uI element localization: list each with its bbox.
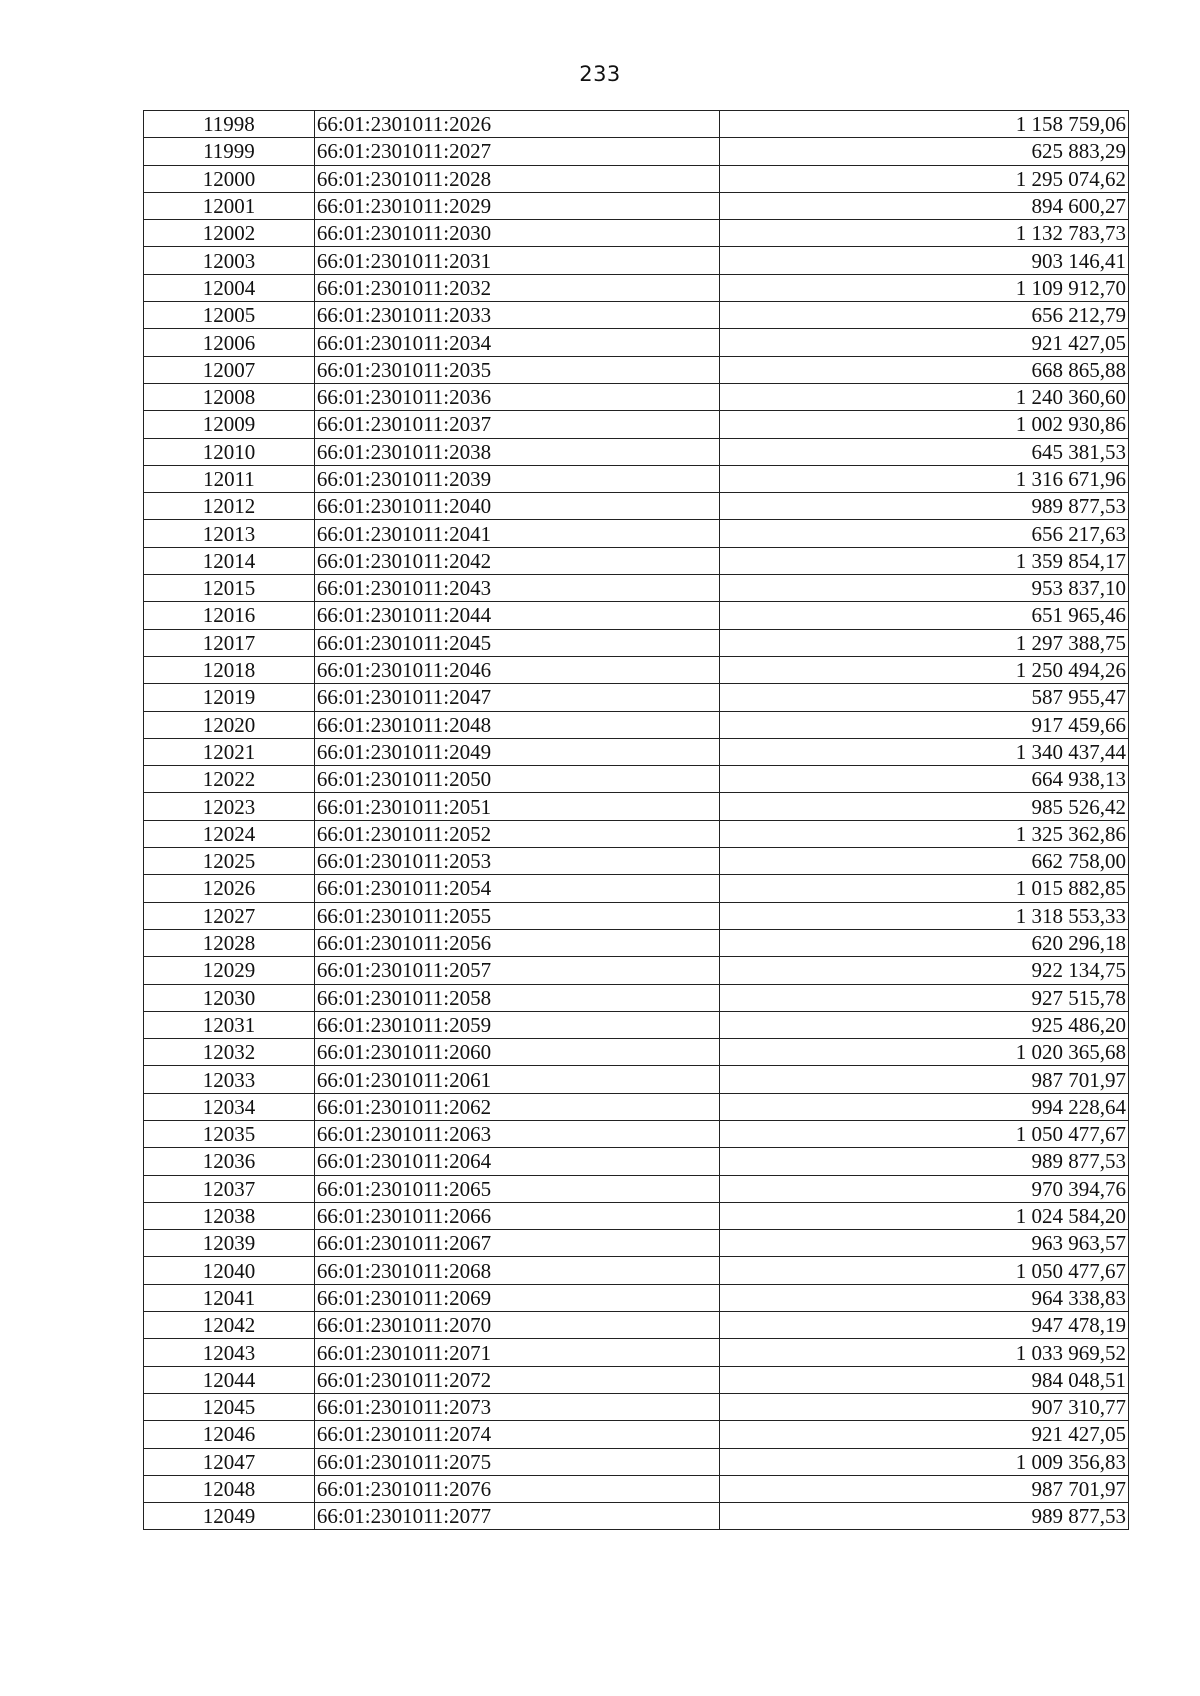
cadastral-number-cell: 66:01:2301011:2076 — [314, 1475, 720, 1502]
cadastral-number-cell: 66:01:2301011:2046 — [314, 656, 720, 683]
cadastral-number-cell: 66:01:2301011:2056 — [314, 929, 720, 956]
row-number-cell: 12013 — [144, 520, 315, 547]
value-cell: 1 318 553,33 — [720, 902, 1129, 929]
table-row — [144, 1202, 1129, 1229]
table-row — [144, 1148, 1129, 1175]
cadastral-number-cell: 66:01:2301011:2049 — [314, 738, 720, 765]
cadastral-number-cell: 66:01:2301011:2059 — [314, 1011, 720, 1038]
value-cell: 970 394,76 — [720, 1175, 1129, 1202]
value-cell: 964 338,83 — [720, 1284, 1129, 1311]
row-number-cell: 12047 — [144, 1448, 315, 1475]
cadastral-number-cell: 66:01:2301011:2077 — [314, 1503, 720, 1530]
table-row — [144, 902, 1129, 929]
cadastral-number-cell: 66:01:2301011:2050 — [314, 766, 720, 793]
value-cell: 1 050 477,67 — [720, 1120, 1129, 1147]
row-number-cell: 12027 — [144, 902, 315, 929]
table-row — [144, 793, 1129, 820]
cadastral-number-cell: 66:01:2301011:2026 — [314, 111, 720, 138]
value-cell: 963 963,57 — [720, 1230, 1129, 1257]
value-cell: 1 002 930,86 — [720, 411, 1129, 438]
table-row — [144, 192, 1129, 219]
value-cell: 1 158 759,06 — [720, 111, 1129, 138]
value-cell: 917 459,66 — [720, 711, 1129, 738]
table-row — [144, 1366, 1129, 1393]
value-cell: 894 600,27 — [720, 192, 1129, 219]
value-cell: 953 837,10 — [720, 575, 1129, 602]
table-row — [144, 1066, 1129, 1093]
table-row — [144, 629, 1129, 656]
cadastral-number-cell: 66:01:2301011:2061 — [314, 1066, 720, 1093]
value-cell: 1 109 912,70 — [720, 274, 1129, 301]
row-number-cell: 12003 — [144, 247, 315, 274]
value-cell: 907 310,77 — [720, 1393, 1129, 1420]
row-number-cell: 12026 — [144, 875, 315, 902]
row-number-cell: 12049 — [144, 1503, 315, 1530]
value-cell: 989 877,53 — [720, 1148, 1129, 1175]
row-number-cell: 12012 — [144, 493, 315, 520]
value-cell: 987 701,97 — [720, 1066, 1129, 1093]
cadastral-number-cell: 66:01:2301011:2065 — [314, 1175, 720, 1202]
row-number-cell: 12021 — [144, 738, 315, 765]
page-number: 233 — [579, 62, 621, 86]
row-number-cell: 12005 — [144, 302, 315, 329]
row-number-cell: 12002 — [144, 220, 315, 247]
table-row — [144, 1257, 1129, 1284]
table-row — [144, 848, 1129, 875]
cadastral-number-cell: 66:01:2301011:2047 — [314, 684, 720, 711]
value-cell: 1 250 494,26 — [720, 656, 1129, 683]
cadastral-number-cell: 66:01:2301011:2066 — [314, 1202, 720, 1229]
value-cell: 1 050 477,67 — [720, 1257, 1129, 1284]
cadastral-number-cell: 66:01:2301011:2042 — [314, 547, 720, 574]
row-number-cell: 12032 — [144, 1039, 315, 1066]
table-row — [144, 111, 1129, 138]
value-cell: 1 024 584,20 — [720, 1202, 1129, 1229]
cadastral-number-cell: 66:01:2301011:2070 — [314, 1312, 720, 1339]
row-number-cell: 12035 — [144, 1120, 315, 1147]
value-cell: 1 316 671,96 — [720, 465, 1129, 492]
value-cell: 625 883,29 — [720, 138, 1129, 165]
value-cell: 925 486,20 — [720, 1011, 1129, 1038]
value-cell: 1 033 969,52 — [720, 1339, 1129, 1366]
cadastral-table — [143, 110, 1129, 1530]
cadastral-number-cell: 66:01:2301011:2068 — [314, 1257, 720, 1284]
value-cell: 1 009 356,83 — [720, 1448, 1129, 1475]
table-row — [144, 1230, 1129, 1257]
row-number-cell: 12037 — [144, 1175, 315, 1202]
row-number-cell: 12039 — [144, 1230, 315, 1257]
cadastral-number-cell: 66:01:2301011:2071 — [314, 1339, 720, 1366]
row-number-cell: 12009 — [144, 411, 315, 438]
table-row — [144, 1448, 1129, 1475]
value-cell: 645 381,53 — [720, 438, 1129, 465]
value-cell: 1 240 360,60 — [720, 383, 1129, 410]
value-cell: 921 427,05 — [720, 1421, 1129, 1448]
table-row — [144, 957, 1129, 984]
table-row — [144, 438, 1129, 465]
cadastral-number-cell: 66:01:2301011:2041 — [314, 520, 720, 547]
table-row — [144, 1093, 1129, 1120]
row-number-cell: 12023 — [144, 793, 315, 820]
table-row — [144, 247, 1129, 274]
table-row — [144, 1284, 1129, 1311]
cadastral-number-cell: 66:01:2301011:2074 — [314, 1421, 720, 1448]
cadastral-number-cell: 66:01:2301011:2031 — [314, 247, 720, 274]
row-number-cell: 11999 — [144, 138, 315, 165]
value-cell: 1 359 854,17 — [720, 547, 1129, 574]
value-cell: 656 212,79 — [720, 302, 1129, 329]
cadastral-number-cell: 66:01:2301011:2030 — [314, 220, 720, 247]
cadastral-number-cell: 66:01:2301011:2039 — [314, 465, 720, 492]
cadastral-number-cell: 66:01:2301011:2044 — [314, 602, 720, 629]
cadastral-number-cell: 66:01:2301011:2062 — [314, 1093, 720, 1120]
value-cell: 668 865,88 — [720, 356, 1129, 383]
row-number-cell: 12022 — [144, 766, 315, 793]
value-cell: 903 146,41 — [720, 247, 1129, 274]
row-number-cell: 12029 — [144, 957, 315, 984]
table-row — [144, 820, 1129, 847]
row-number-cell: 12036 — [144, 1148, 315, 1175]
table-row — [144, 520, 1129, 547]
table-row — [144, 711, 1129, 738]
value-cell: 1 295 074,62 — [720, 165, 1129, 192]
cadastral-number-cell: 66:01:2301011:2029 — [314, 192, 720, 219]
cadastral-number-cell: 66:01:2301011:2038 — [314, 438, 720, 465]
table-row — [144, 684, 1129, 711]
table-row — [144, 220, 1129, 247]
cadastral-number-cell: 66:01:2301011:2032 — [314, 274, 720, 301]
table-row — [144, 411, 1129, 438]
row-number-cell: 12024 — [144, 820, 315, 847]
row-number-cell: 12010 — [144, 438, 315, 465]
value-cell: 984 048,51 — [720, 1366, 1129, 1393]
cadastral-number-cell: 66:01:2301011:2054 — [314, 875, 720, 902]
value-cell: 994 228,64 — [720, 1093, 1129, 1120]
cadastral-number-cell: 66:01:2301011:2051 — [314, 793, 720, 820]
table-row — [144, 547, 1129, 574]
table-row — [144, 1312, 1129, 1339]
cadastral-number-cell: 66:01:2301011:2053 — [314, 848, 720, 875]
table-row — [144, 656, 1129, 683]
row-number-cell: 12008 — [144, 383, 315, 410]
table-row — [144, 383, 1129, 410]
table-row — [144, 356, 1129, 383]
value-cell: 1 015 882,85 — [720, 875, 1129, 902]
table-row — [144, 165, 1129, 192]
table-row — [144, 1175, 1129, 1202]
row-number-cell: 12031 — [144, 1011, 315, 1038]
cadastral-number-cell: 66:01:2301011:2034 — [314, 329, 720, 356]
value-cell: 587 955,47 — [720, 684, 1129, 711]
cadastral-number-cell: 66:01:2301011:2027 — [314, 138, 720, 165]
cadastral-number-cell: 66:01:2301011:2073 — [314, 1393, 720, 1420]
cadastral-number-cell: 66:01:2301011:2036 — [314, 383, 720, 410]
row-number-cell: 12044 — [144, 1366, 315, 1393]
value-cell: 1 020 365,68 — [720, 1039, 1129, 1066]
value-cell: 1 325 362,86 — [720, 820, 1129, 847]
row-number-cell: 12048 — [144, 1475, 315, 1502]
table-row — [144, 493, 1129, 520]
cadastral-number-cell: 66:01:2301011:2052 — [314, 820, 720, 847]
table-body — [144, 111, 1129, 1530]
row-number-cell: 12020 — [144, 711, 315, 738]
cadastral-number-cell: 66:01:2301011:2072 — [314, 1366, 720, 1393]
table-row — [144, 1120, 1129, 1147]
row-number-cell: 12040 — [144, 1257, 315, 1284]
table-row — [144, 138, 1129, 165]
row-number-cell: 12046 — [144, 1421, 315, 1448]
table-row — [144, 929, 1129, 956]
cadastral-number-cell: 66:01:2301011:2035 — [314, 356, 720, 383]
cadastral-number-cell: 66:01:2301011:2063 — [314, 1120, 720, 1147]
cadastral-number-cell: 66:01:2301011:2037 — [314, 411, 720, 438]
value-cell: 947 478,19 — [720, 1312, 1129, 1339]
row-number-cell: 12016 — [144, 602, 315, 629]
row-number-cell: 12007 — [144, 356, 315, 383]
value-cell: 1 132 783,73 — [720, 220, 1129, 247]
table-row — [144, 1393, 1129, 1420]
table-row — [144, 465, 1129, 492]
cadastral-number-cell: 66:01:2301011:2043 — [314, 575, 720, 602]
value-cell: 989 877,53 — [720, 493, 1129, 520]
row-number-cell: 12014 — [144, 547, 315, 574]
table-row — [144, 984, 1129, 1011]
row-number-cell: 12011 — [144, 465, 315, 492]
row-number-cell: 12043 — [144, 1339, 315, 1366]
table-row — [144, 875, 1129, 902]
row-number-cell: 12018 — [144, 656, 315, 683]
value-cell: 1 340 437,44 — [720, 738, 1129, 765]
cadastral-number-cell: 66:01:2301011:2033 — [314, 302, 720, 329]
value-cell: 985 526,42 — [720, 793, 1129, 820]
table-row — [144, 602, 1129, 629]
row-number-cell: 12045 — [144, 1393, 315, 1420]
table-row — [144, 575, 1129, 602]
value-cell: 927 515,78 — [720, 984, 1129, 1011]
value-cell: 620 296,18 — [720, 929, 1129, 956]
cadastral-number-cell: 66:01:2301011:2075 — [314, 1448, 720, 1475]
row-number-cell: 12028 — [144, 929, 315, 956]
row-number-cell: 12015 — [144, 575, 315, 602]
row-number-cell: 12030 — [144, 984, 315, 1011]
table-row — [144, 766, 1129, 793]
row-number-cell: 12034 — [144, 1093, 315, 1120]
row-number-cell: 12042 — [144, 1312, 315, 1339]
table-row — [144, 1011, 1129, 1038]
table-row — [144, 738, 1129, 765]
cadastral-number-cell: 66:01:2301011:2060 — [314, 1039, 720, 1066]
table-row — [144, 274, 1129, 301]
value-cell: 664 938,13 — [720, 766, 1129, 793]
table-row — [144, 1503, 1129, 1530]
row-number-cell: 12038 — [144, 1202, 315, 1229]
value-cell: 1 297 388,75 — [720, 629, 1129, 656]
row-number-cell: 12001 — [144, 192, 315, 219]
cadastral-number-cell: 66:01:2301011:2028 — [314, 165, 720, 192]
value-cell: 651 965,46 — [720, 602, 1129, 629]
value-cell: 662 758,00 — [720, 848, 1129, 875]
cadastral-number-cell: 66:01:2301011:2058 — [314, 984, 720, 1011]
cadastral-number-cell: 66:01:2301011:2064 — [314, 1148, 720, 1175]
row-number-cell: 12004 — [144, 274, 315, 301]
value-cell: 987 701,97 — [720, 1475, 1129, 1502]
row-number-cell: 12019 — [144, 684, 315, 711]
row-number-cell: 12033 — [144, 1066, 315, 1093]
row-number-cell: 11998 — [144, 111, 315, 138]
table-row — [144, 1475, 1129, 1502]
value-cell: 989 877,53 — [720, 1503, 1129, 1530]
cadastral-number-cell: 66:01:2301011:2055 — [314, 902, 720, 929]
value-cell: 656 217,63 — [720, 520, 1129, 547]
cadastral-number-cell: 66:01:2301011:2057 — [314, 957, 720, 984]
cadastral-number-cell: 66:01:2301011:2069 — [314, 1284, 720, 1311]
cadastral-number-cell: 66:01:2301011:2048 — [314, 711, 720, 738]
cadastral-number-cell: 66:01:2301011:2045 — [314, 629, 720, 656]
row-number-cell: 12025 — [144, 848, 315, 875]
table-row — [144, 302, 1129, 329]
row-number-cell: 12006 — [144, 329, 315, 356]
cadastral-number-cell: 66:01:2301011:2040 — [314, 493, 720, 520]
value-cell: 922 134,75 — [720, 957, 1129, 984]
table-row — [144, 329, 1129, 356]
table-row — [144, 1339, 1129, 1366]
row-number-cell: 12017 — [144, 629, 315, 656]
cadastral-number-cell: 66:01:2301011:2067 — [314, 1230, 720, 1257]
table-row — [144, 1039, 1129, 1066]
table-row — [144, 1421, 1129, 1448]
row-number-cell: 12000 — [144, 165, 315, 192]
value-cell: 921 427,05 — [720, 329, 1129, 356]
row-number-cell: 12041 — [144, 1284, 315, 1311]
